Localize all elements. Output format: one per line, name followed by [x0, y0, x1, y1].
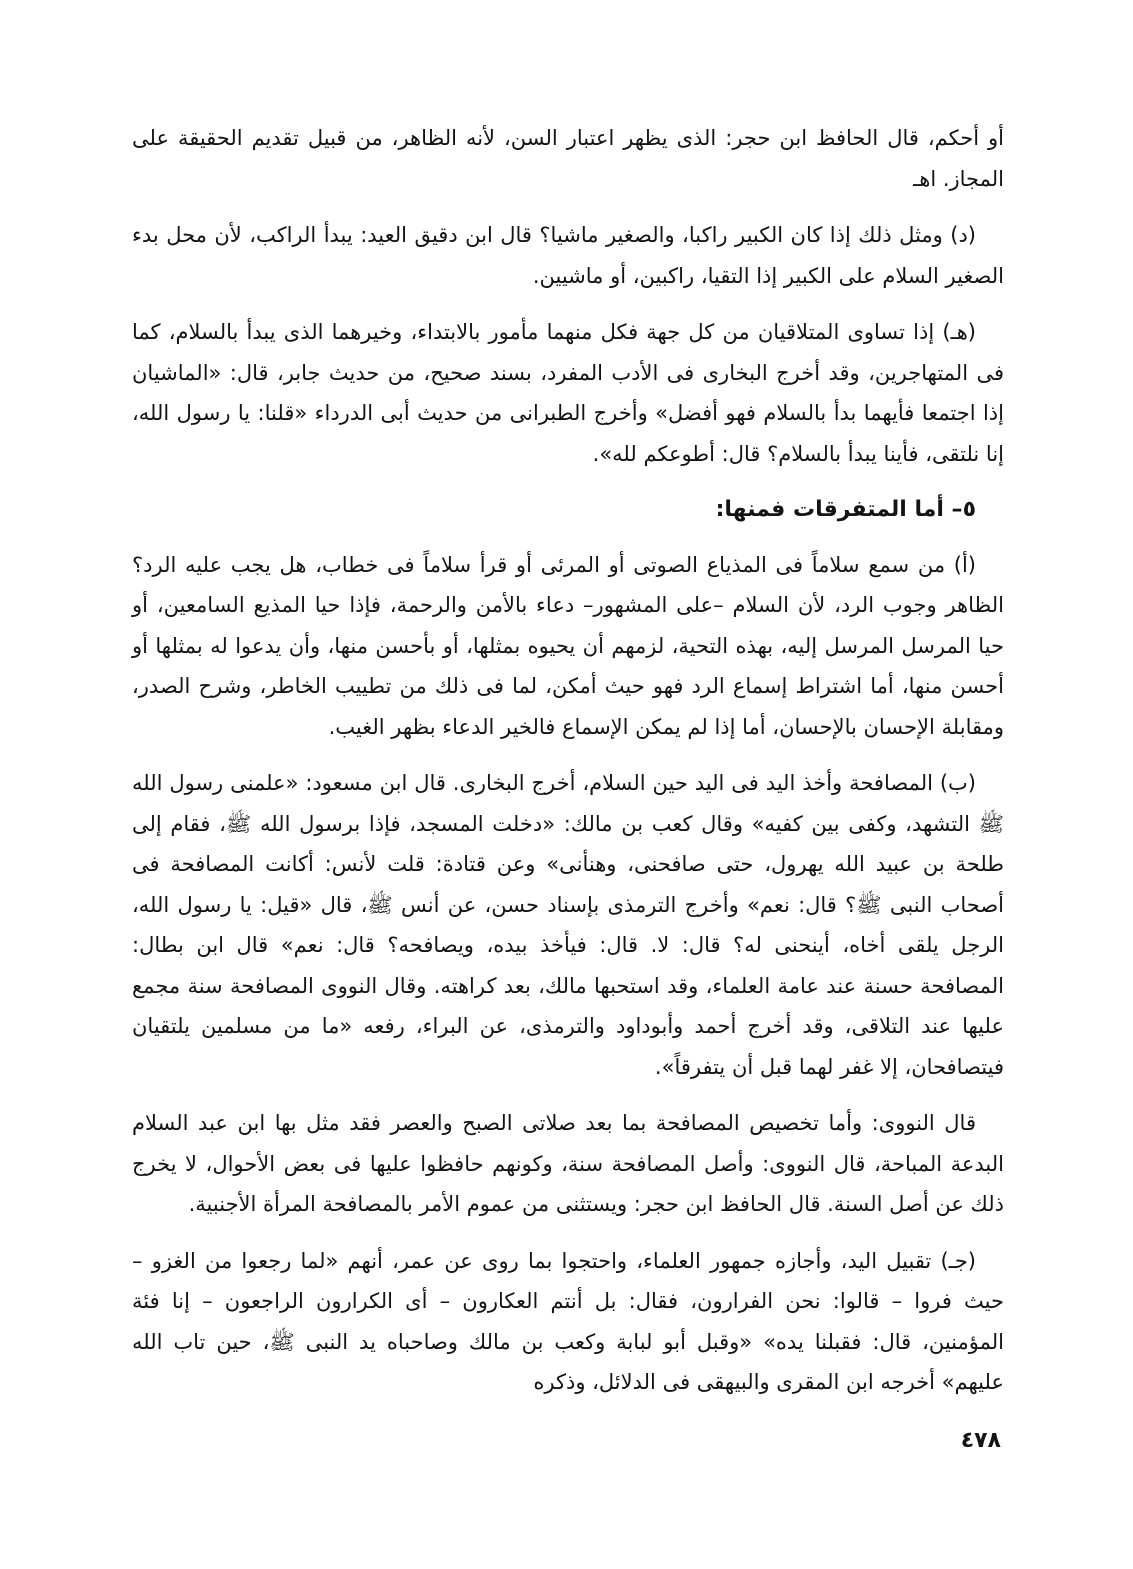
paragraph-a: (أ) من سمع سلاماً فى المذياع الصوتى أو المرئى أو قرأ سلاماً فى خطاب، هل يجب عليه الرد؟ الظاهر وجوب الرد، لأن السلام –على المشهور– دعاء بالأمن والرحمة، فإذا حيا المذيع السامعين، أو حيا المرسل المرسل إليه، بهذه التحية، لزمهم أن يحيوه بمثلها، أو بأحسن منها، وأن يدعوا له بمثلها أو أحسن منها، أما اشتراط إسماع الرد فهو حيث أمكن، لما فى ذلك من تطييب الخاطر، وشرح الصدر، ومقابلة الإحسان بالإحسان، أما إذا لم يمكن الإسماع فالخير الدعاء بظهر الغيب.: [132, 552, 1004, 739]
paragraph-h: (هـ) إذا تساوى المتلاقيان من كل جهة فكل منهما مأمور بالابتداء، وخيرهما الذى يبدأ بالسلام، كما فى المتهاجرين، وقد أخرج البخارى فى الأدب المفرد، بسند صحيح، من حديث جابر، قال: «الماشيان إذا اجتمعا فأيهما بدأ بالسلام فهو أفضل» وأخرج الطبرانى من حديث أبى الدرداء «قلنا: يا رسول الله، إنا نلتقى، فأينا يبدأ بالسلام؟ قال: أطوعكم لله».: [132, 320, 1004, 466]
paragraph-b: (ب) المصافحة وأخذ اليد فى اليد حين السلام، أخرج البخارى. قال ابن مسعود: «علمنى رسول الله ﷺ التشهد، وكفى بين كفيه» وقال كعب بن مالك: «دخلت المسجد، فإذا برسول الله ﷺ، فقام إلى طلحة بن عبيد الله يهرول، حتى صافحنى، وهنأنى» وعن قتادة: قلت لأنس: أكانت المصافحة فى أصحاب النبى ﷺ؟ قال: نعم» وأخرج الترمذى بإسناد حسن، عن أنس ﷺ، قال «قيل: يا رسول الله، الرجل يلقى أخاه، أينحنى له؟ قال: لا. قال: فيأخذ بيده، ويصافحه؟ قال: نعم» قال ابن بطال: المصافحة حسنة عند عامة العلماء، وقد استحبها مالك، بعد كراهته. وقال النووى المصافحة سنة مجمع عليها عند التلاقى، وقد أخرج أحمد وأبوداود والترمذى، عن البراء، رفعه «ما من مسلمين يلتقيان فيتصافحان، إلا غفر لهما قبل أن يتفرقاً».: [132, 771, 1004, 1079]
page-number: ٤٧٨: [960, 1428, 1001, 1453]
paragraph-j: (جـ) تقبيل اليد، وأجازه جمهور العلماء، واحتجوا بما روى عن عمر، أنهم «لما رجعوا من الغزو – حيث فروا – قالوا: نحن الفرارون، فقال: بل أنتم العكارون – أى الكرارون الراجعون – إنا فئة المؤمنين، قال: فقبلنا يده» «وقبل أبو لبابة وكعب بن مالك وصاحباه يد النبى ﷺ، حين تاب الله عليهم» أخرجه ابن المقرى والبيهقى فى الدلائل، وذكره: [132, 1248, 1004, 1394]
paragraph-d: (د) ومثل ذلك إذا كان الكبير راكبا، والصغير ماشيا؟ قال ابن دقيق العيد: يبدأ الراكب، لأن محل بدء الصغير السلام على الكبير إذا التقيا، راكبين، أو ماشيين.: [132, 223, 1004, 288]
body-text: [132, 118, 1004, 1419]
paragraph-nawawi: قال النووى: وأما تخصيص المصافحة بما بعد صلاتى الصبح والعصر فقد مثل بها ابن عبد السلام البدعة المباحة، قال النووى: وأصل المصافحة سنة، وكونهم حافظوا عليها فى بعض الأحوال، لا يخرج ذلك عن أصل السنة. قال الحافظ ابن حجر: ويستثنى من عموم الأمر بالمصافحة المرأة الأجنبية.: [132, 1111, 1004, 1216]
paragraph-continuation: أو أحكم، قال الحافظ ابن حجر: الذى يظهر اعتبار السن، لأنه الظاهر، من قبيل تقديم الحقيقة على المجاز. اهـ: [132, 126, 1004, 191]
section-heading: ٥– أما المتفرقات فمنها:: [715, 497, 976, 522]
